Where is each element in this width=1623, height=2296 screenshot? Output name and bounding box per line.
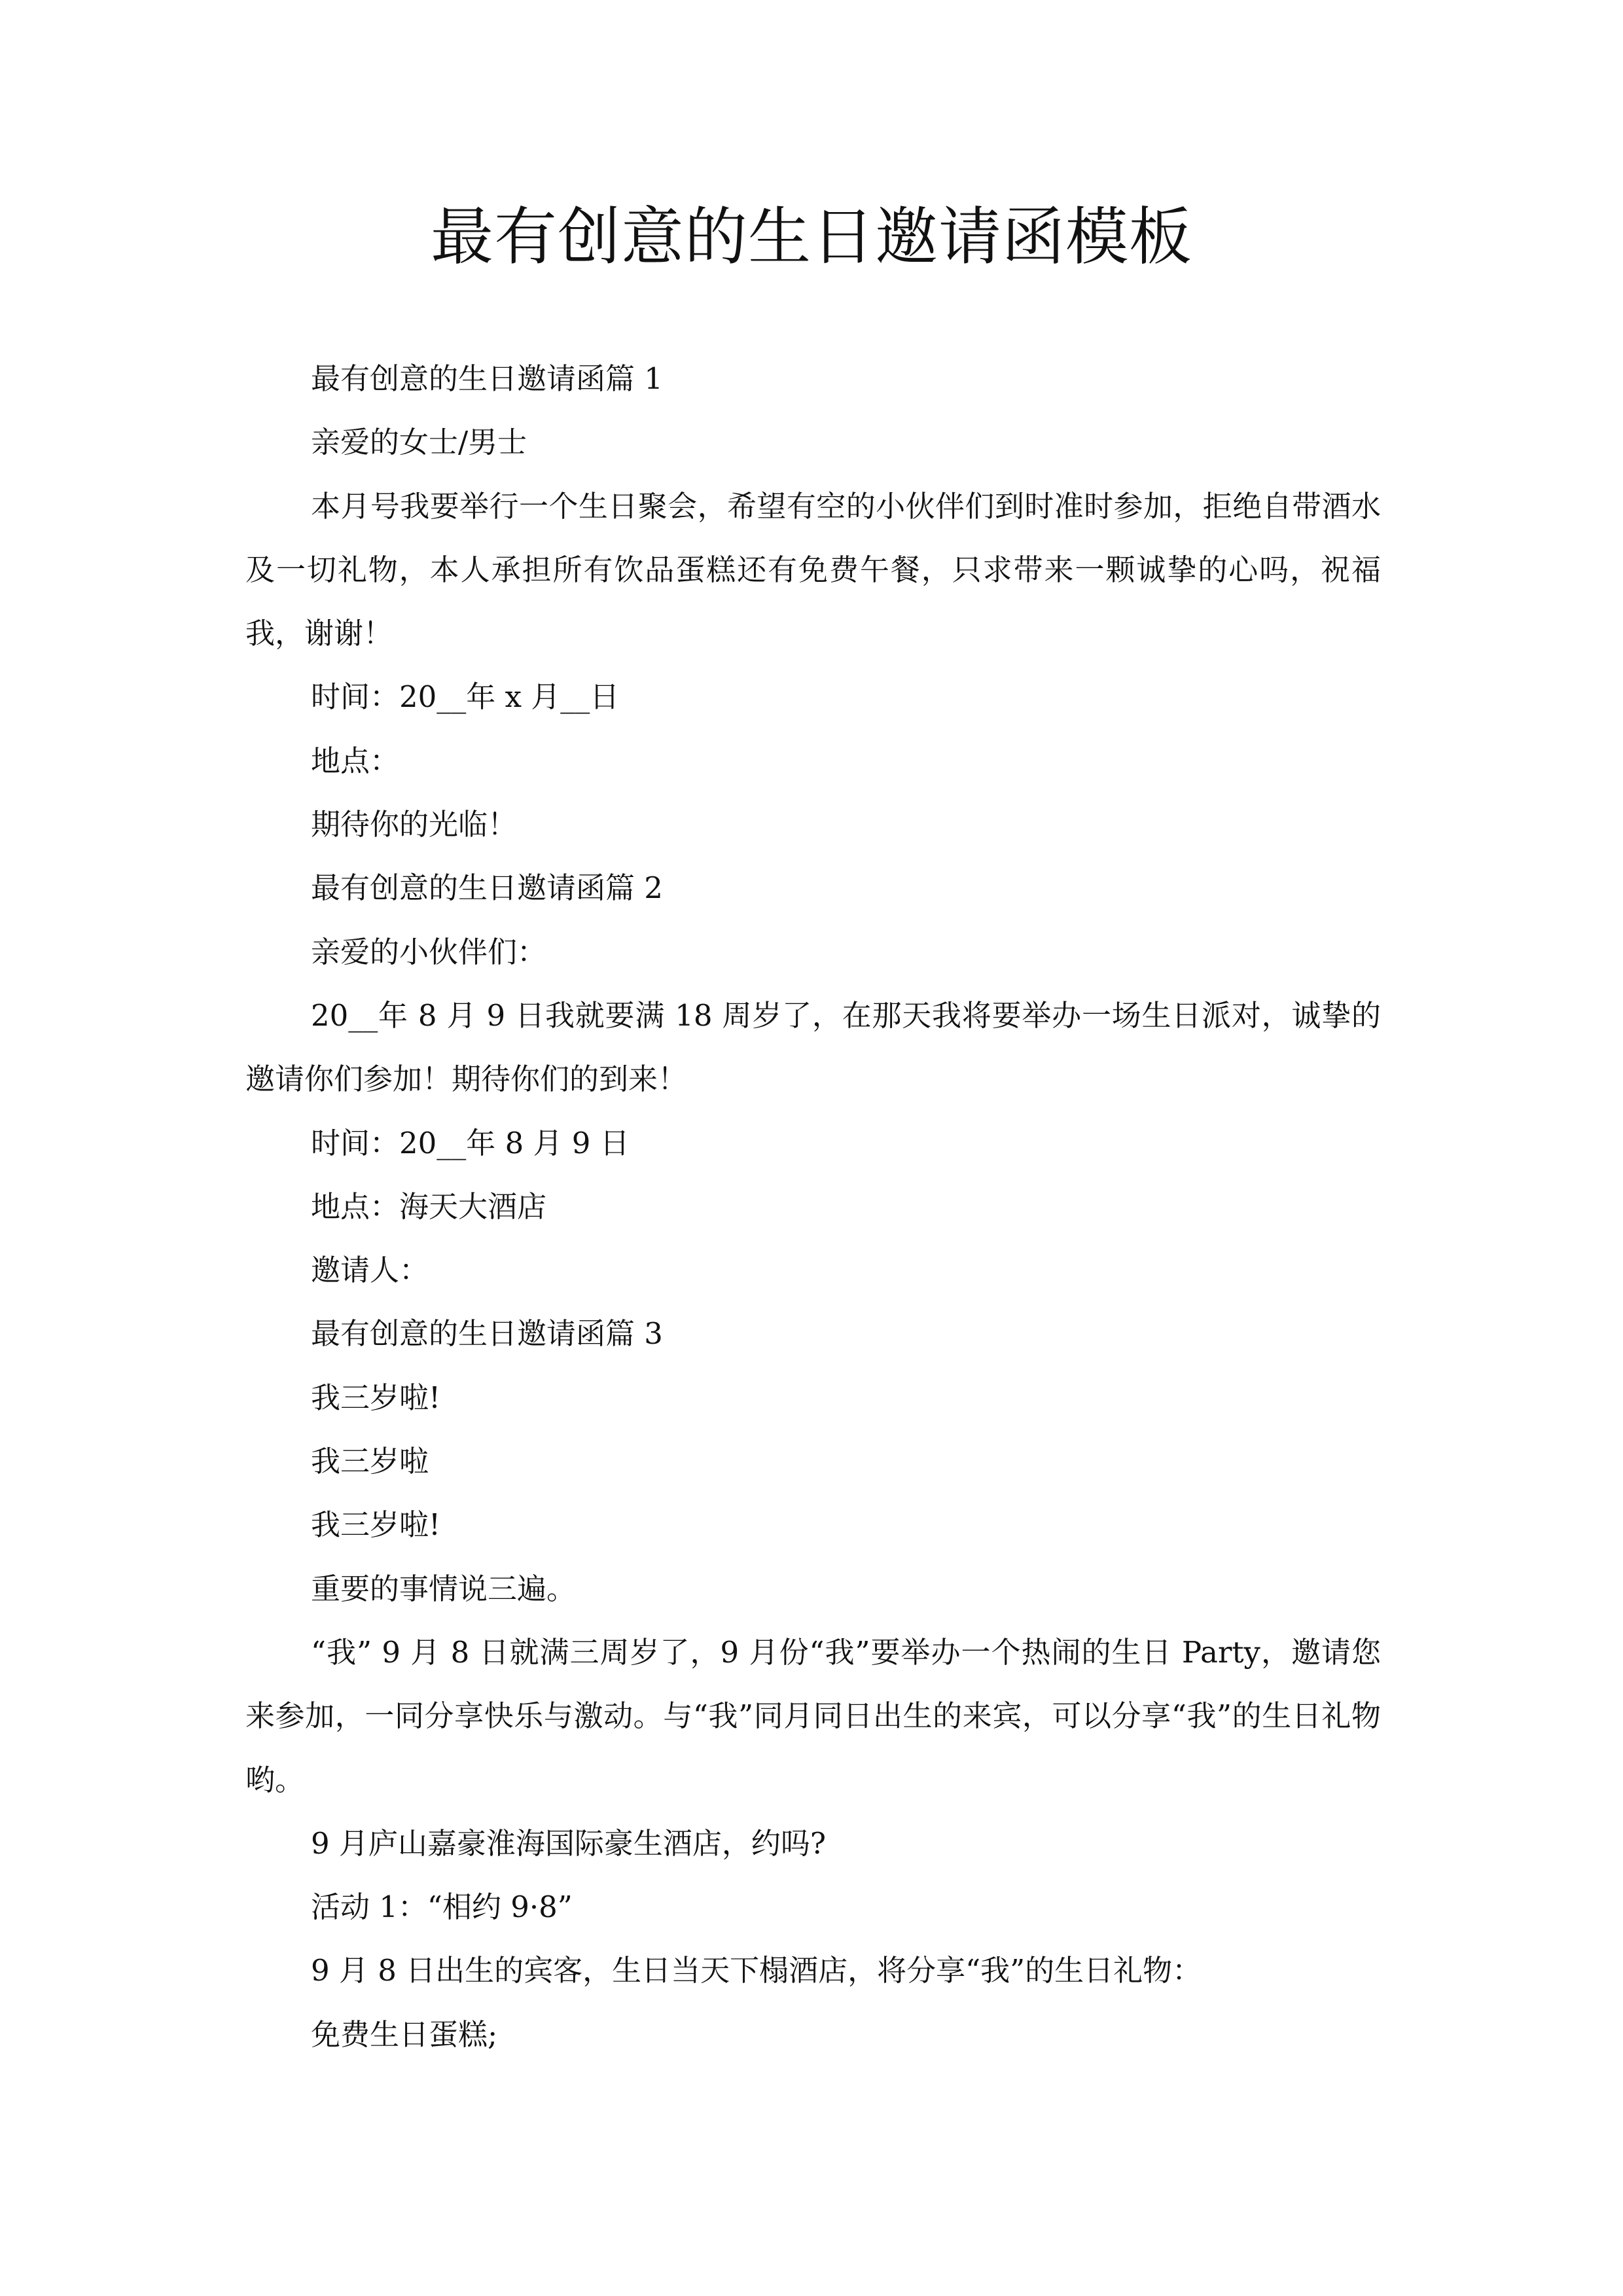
paragraph-greeting-1: 亲爱的女士/男士 [311, 425, 527, 460]
paragraph-section-2-heading: 最有创意的生日邀请函篇 2 [311, 870, 663, 906]
paragraph-time-2: 时间：20__年 8 月 9 日 [311, 1125, 630, 1160]
paragraph-section-1-heading: 最有创意的生日邀请函篇 1 [311, 361, 663, 396]
document-body [245, 347, 1381, 2066]
paragraph-repeat-2: 我三岁啦 [311, 1444, 429, 1479]
paragraph-activity-1: 活动 1：“相约 9·8” [311, 1890, 573, 1925]
paragraph-invitation-1: 本月号我要举行一个生日聚会，希望有空的小伙伴们到时准时参加，拒绝自带酒水及一切礼物，本人承担所有饮品蛋糕还有免费午餐，只求带来一颗诚挚的心吗，祝福我，谢谢！ [245, 488, 1381, 651]
paragraph-section-3-heading: 最有创意的生日邀请函篇 3 [311, 1316, 663, 1352]
paragraph-gift: 免费生日蛋糕; [311, 2017, 498, 2052]
paragraph-repeat-1: 我三岁啦! [311, 1380, 441, 1415]
paragraph-invitation-2: 20__年 8 月 9 日我就要满 18 周岁了，在那天我将要举办一场生日派对，诚挚的邀请你们参加！期待你们的到来！ [245, 997, 1381, 1097]
paragraph-activity-details: 9 月 8 日出生的宾客，生日当天下榻酒店，将分享“我”的生日礼物： [311, 1953, 1202, 1988]
paragraph-emphasis: 重要的事情说三遍。 [311, 1571, 577, 1606]
paragraph-place-2: 地点：海天大酒店 [311, 1189, 547, 1224]
paragraph-inviter-2: 邀请人： [311, 1253, 429, 1288]
document-title: 最有创意的生日邀请函模板 [431, 200, 1192, 274]
paragraph-invitation-3: “我” 9 月 8 日就满三周岁了，9 月份“我”要举办一个热闹的生日 Party，邀请您来参加，一同分享快乐与激动。与“我”同月同日出生的来宾，可以分享“我”的生日礼物哟。 [245, 1634, 1381, 1797]
paragraph-greeting-2: 亲爱的小伙伴们： [311, 934, 547, 969]
paragraph-time-1: 时间：20__年 x 月__日 [311, 679, 620, 715]
paragraph-place-1: 地点： [311, 743, 400, 778]
paragraph-repeat-3: 我三岁啦! [311, 1507, 441, 1543]
paragraph-hotel: 9 月庐山嘉豪淮海国际豪生酒店，约吗? [311, 1825, 827, 1861]
paragraph-closing-1: 期待你的光临！ [311, 807, 518, 842]
